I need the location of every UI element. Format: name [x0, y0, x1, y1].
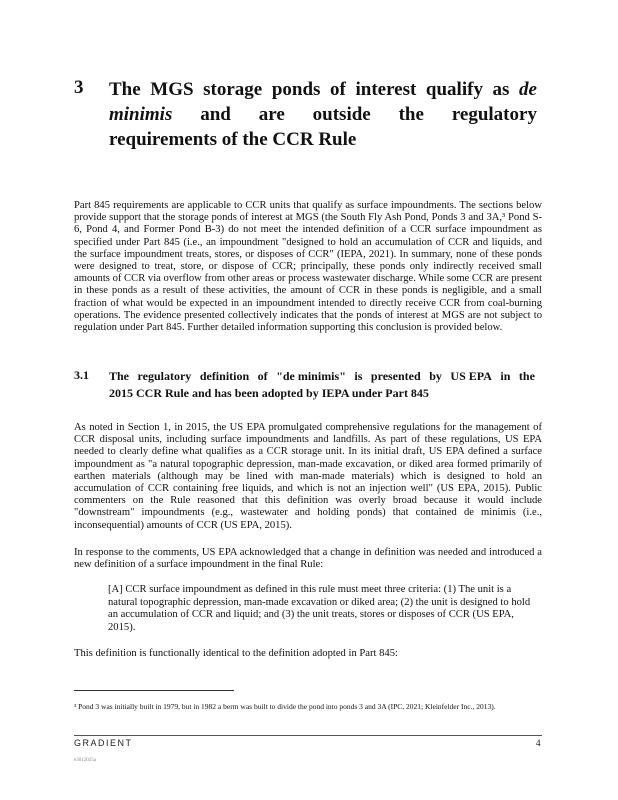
company-logo: GRADIENT	[74, 738, 133, 748]
footer-divider	[74, 735, 542, 736]
section-heading	[109, 77, 537, 152]
footnote-divider	[74, 690, 234, 691]
body-paragraph-2: As noted in Section 1, in 2015, the US EPA promulgated comprehensive regulations for the management of CCR disposal units, including surface impoundments and landfills. As part of these regulations, US EPA needed to clearly define what qualifies as a CCR storage unit. In its initial draft, US EPA defined a surface impoundment as "a natural topographic depression, man-made excavation, or diked area formed primarily of earthen materials (although may be lined with man-made materials) which is designed to hold an accumulation of CCR containing free liquids, and which is not an injection well" (US EPA, 2015). Public commenters on the Rule reasoned that this definition was overly broad because it would include "downstream" impoundments (e.g., wastewater and holding ponds) that contained de minimis (i.e., inconsequential) amounts of CCR (US EPA, 2015).	[74, 422, 542, 531]
section-heading-line-3: requirements of the CCR Rule	[109, 129, 357, 150]
block-quote: [A] CCR surface impoundment as defined in this rule must meet three criteria: (1) The unit is a natural topographic depression, man-made excavation or diked area; (2) the unit is designed to hold an accumulation of CCR and liquid; and (3) the unit treats, stores or disposes of CCR (US EPA, 2015).	[108, 584, 531, 633]
subsection-number: 3.1	[74, 368, 89, 382]
page-number: 4	[536, 738, 541, 748]
subsection-heading	[109, 368, 535, 402]
document-code: e3012025a	[74, 758, 96, 763]
section-heading-line-2: minimis and are outside the regulatory	[109, 104, 537, 125]
section-number: 3	[74, 77, 84, 98]
body-paragraph-1: Part 845 requirements are applicable to CCR units that qualify as surface impoundments. The sections below provide support that the storage ponds of interest at MGS (the South Fly Ash Pond, Ponds 3 and 3A,³ Pond S-6, Pond 4, and Former Pond B-3) do not meet the intended definition of a CCR surface impoundment as specified under Part 845 (i.e., an impoundment "designed to hold an accumulation of CCR and liquids, and the surface impoundment treats, stores, or disposes of CCR" (IEPA, 2021). In summary, none of these ponds were designed to treat, store, or dispose of CCR; principally, these ponds only indirectly received small amounts of CCR via overflow from other areas or process wastewater discharge. While some CCR are present in these ponds as a result of these activities, the amount of CCR in these ponds is negligible, and a small fraction of what would be expected in an impoundment intended to directly receive CCR from coal-burning operations. The evidence presented collectively indicates that the ponds of interest at MGS are not subject to regulation under Part 845. Further detailed information supporting this conclusion is provided below.	[74, 200, 542, 334]
body-paragraph-4: This definition is functionally identical to the definition adopted in Part 845:	[74, 648, 398, 659]
subsection-heading-line-1: The regulatory definition of "de minimis" is presented by US EPA in the	[109, 369, 535, 383]
footnote: ³ Pond 3 was initially built in 1979, but in 1982 a berm was built to divide the pond into ponds 3 and 3A (IPC, 2021; Kleinfelder Inc., 2013).	[74, 702, 496, 711]
body-paragraph-3: In response to the comments, US EPA acknowledged that a change in definition was needed and introduced a new definition of a surface impoundment in the final Rule:	[74, 547, 542, 571]
subsection-heading-line-2: 2015 CCR Rule and has been adopted by IEPA under Part 845	[109, 386, 429, 400]
section-heading-line-1: The MGS storage ponds of interest qualify as de	[109, 79, 537, 100]
